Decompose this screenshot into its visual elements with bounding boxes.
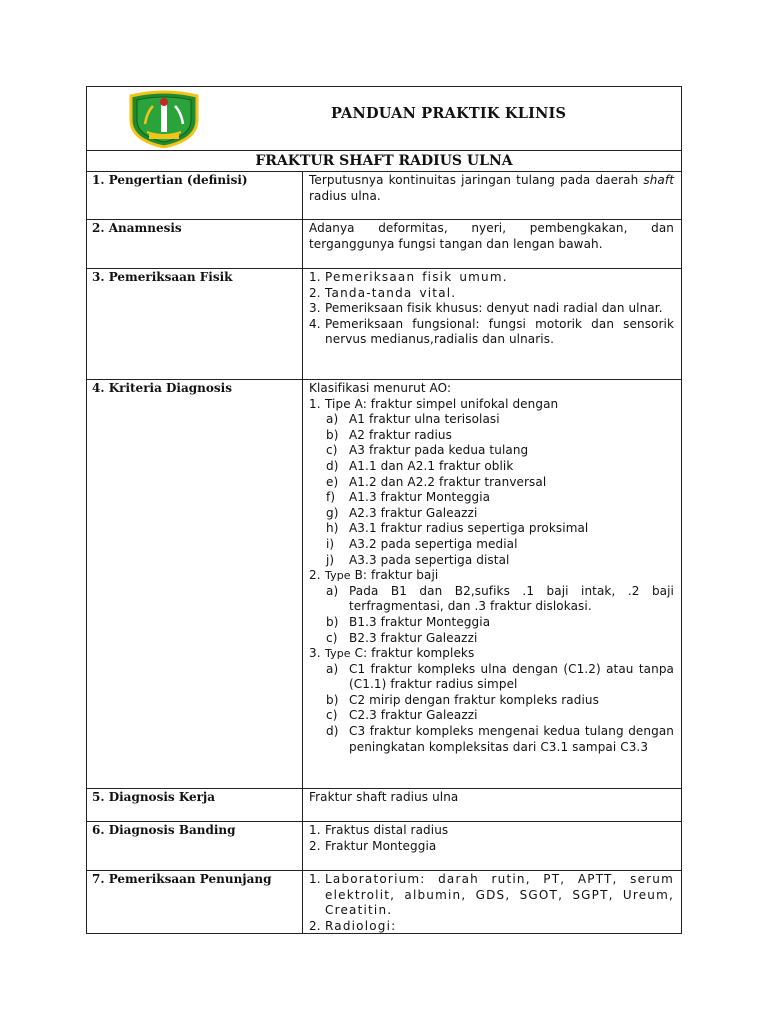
definition-text-end: radius ulna.: [309, 188, 381, 203]
type-b-sublist: [309, 584, 674, 646]
row-content: [303, 822, 681, 870]
definition-italic: shaft: [643, 173, 674, 187]
list-item: c) C2.3 fraktur Galeazzi: [326, 708, 478, 723]
list-item: 1. Pemeriksaan fisik umum.: [309, 270, 508, 284]
list-item: 2. Fraktur Monteggia: [309, 838, 437, 853]
supporting-exam-list: [309, 872, 674, 934]
physical-exam-list: [309, 270, 674, 348]
header-row: [87, 87, 681, 151]
list-item: 3. Pemeriksaan fisik khusus: denyut nadi radial dan ulnar.: [309, 301, 663, 316]
row-anamnesis: [87, 220, 681, 269]
list-item: j) A3.3 pada sepertiga distal: [326, 552, 510, 567]
row-label: 5. Diagnosis Kerja: [87, 789, 303, 821]
list-item: i) A3.2 pada sepertiga medial: [326, 536, 518, 551]
list-item: a) Pada B1 dan B2,sufiks .1 baji intak, .2 baji terfragmentasi, dan .3 fraktur dislokasi.: [326, 583, 674, 614]
classification-intro: Klasifikasi menurut AO:: [309, 381, 452, 395]
list-item: a) C1 fraktur kompleks ulna dengan (C1.2) atau tanpa (C1.1) fraktur radius simpel: [326, 661, 674, 692]
row-content: Fraktur shaft radius ulna: [309, 790, 459, 804]
row-label: 3. Pemeriksaan Fisik: [87, 269, 303, 379]
list-item: 2. Radiologi:: [309, 918, 397, 933]
row-content: Adanya deformitas, nyeri, pembengkakan, dan terganggunya fungsi tangan dan lengan bawah.: [309, 221, 674, 251]
row-pengertian: [87, 172, 681, 220]
document-subtitle: FRAKTUR SHAFT RADIUS ULNA: [87, 151, 681, 172]
row-label: 4. Kriteria Diagnosis: [87, 380, 303, 788]
type-a-item: 1. Tipe A: fraktur simpel unifokal dengan a) A1 fraktur ulna terisolasi b) A2 fraktur radius c) A3 fraktur pada kedua tulang d) A1.1 dan A2.1 fraktur oblik e) A1.2 dan A2.2 fraktur tranversal f) A1.3 fraktur Monteggia g) A2.3 fraktur Galeazzi h) A3.1 fraktur radius sepertiga proksimal i) A3.2 pada sepertiga medial j) A3.3 pada sepertiga distal: [325, 397, 674, 569]
row-content: [303, 380, 681, 788]
type-a-sublist: [309, 412, 674, 568]
definition-text: Terputusnya kontinuitas jaringan tulang pada daerah: [309, 173, 644, 187]
type-c-item: 3. Type C: fraktur kompleks a) C1 fraktur kompleks ulna dengan (C1.2) atau tanpa (C1.1) fraktur radius simpel b) C2 mirip dengan fraktur kompleks radius c) C2.3 fraktur Galeazzi d) C3 fraktur kompleks mengenai kedua tulang dengan peningkatan kompleksitas dari C3.1 sampai C3.3: [309, 646, 674, 754]
list-item: e) A1.2 dan A2.2 fraktur tranversal: [326, 474, 547, 489]
differential-list: [309, 823, 674, 854]
list-item: 1. Laboratorium: darah rutin, PT, APTT, serum elektrolit, albumin, GDS, SGOT, SGPT, Ureum, Creatitin.: [309, 872, 674, 918]
list-item: c) A3 fraktur pada kedua tulang: [326, 443, 529, 458]
list-item: h) A3.1 fraktur radius sepertiga proksimal: [326, 521, 589, 536]
list-item: 1. Fraktus distal radius: [309, 823, 449, 837]
row-label: 6. Diagnosis Banding: [87, 822, 303, 870]
row-content: [303, 269, 681, 379]
clinical-guideline-table: [86, 86, 682, 934]
row-content: [303, 172, 681, 219]
row-content: [303, 871, 681, 933]
type-b-item: 2. Type B: fraktur baji a) Pada B1 dan B2,sufiks .1 baji intak, .2 baji terfragmentasi, dan .3 fraktur dislokasi. b) B1.3 fraktur Monteggia c) B2.3 fraktur Galeazzi: [309, 568, 674, 645]
row-pemeriksaan-penunjang: [87, 871, 681, 933]
list-item: f) A1.3 fraktur Monteggia: [326, 490, 491, 505]
document-title: PANDUAN PRAKTIK KLINIS: [331, 105, 567, 122]
row-diagnosis-kerja: [87, 789, 681, 822]
row-kriteria-diagnosis: [87, 380, 681, 789]
list-item: g) A2.3 fraktur Galeazzi: [326, 505, 478, 520]
list-item: a) A1 fraktur ulna terisolasi: [326, 412, 500, 427]
classification-list: [309, 397, 674, 756]
row-pemeriksaan-fisik: [87, 269, 681, 380]
row-diagnosis-banding: [87, 822, 681, 871]
list-item: b) A2 fraktur radius: [326, 427, 452, 442]
list-item: b) C2 mirip dengan fraktur kompleks radius: [326, 692, 599, 707]
row-label: 1. Pengertian (definisi): [87, 172, 303, 219]
list-item: d) A1.1 dan A2.1 fraktur oblik: [326, 458, 514, 473]
list-item: c) B2.3 fraktur Galeazzi: [326, 630, 478, 645]
row-label: 7. Pemeriksaan Penunjang: [87, 871, 303, 933]
regional-emblem-logo: [127, 90, 201, 148]
row-label: 2. Anamnesis: [87, 220, 303, 268]
type-c-sublist: [309, 662, 674, 756]
list-item: b) B1.3 fraktur Monteggia: [326, 614, 491, 629]
list-item: d) C3 fraktur kompleks mengenai kedua tulang dengan peningkatan kompleksitas dari C3.1 sampai C3.3: [326, 724, 674, 754]
list-item: 2. Tanda-tanda vital.: [309, 285, 457, 300]
list-item: 4. Pemeriksaan fungsional: fungsi motorik dan sensorik nervus medianus,radialis dan ulnaris.: [309, 316, 674, 347]
